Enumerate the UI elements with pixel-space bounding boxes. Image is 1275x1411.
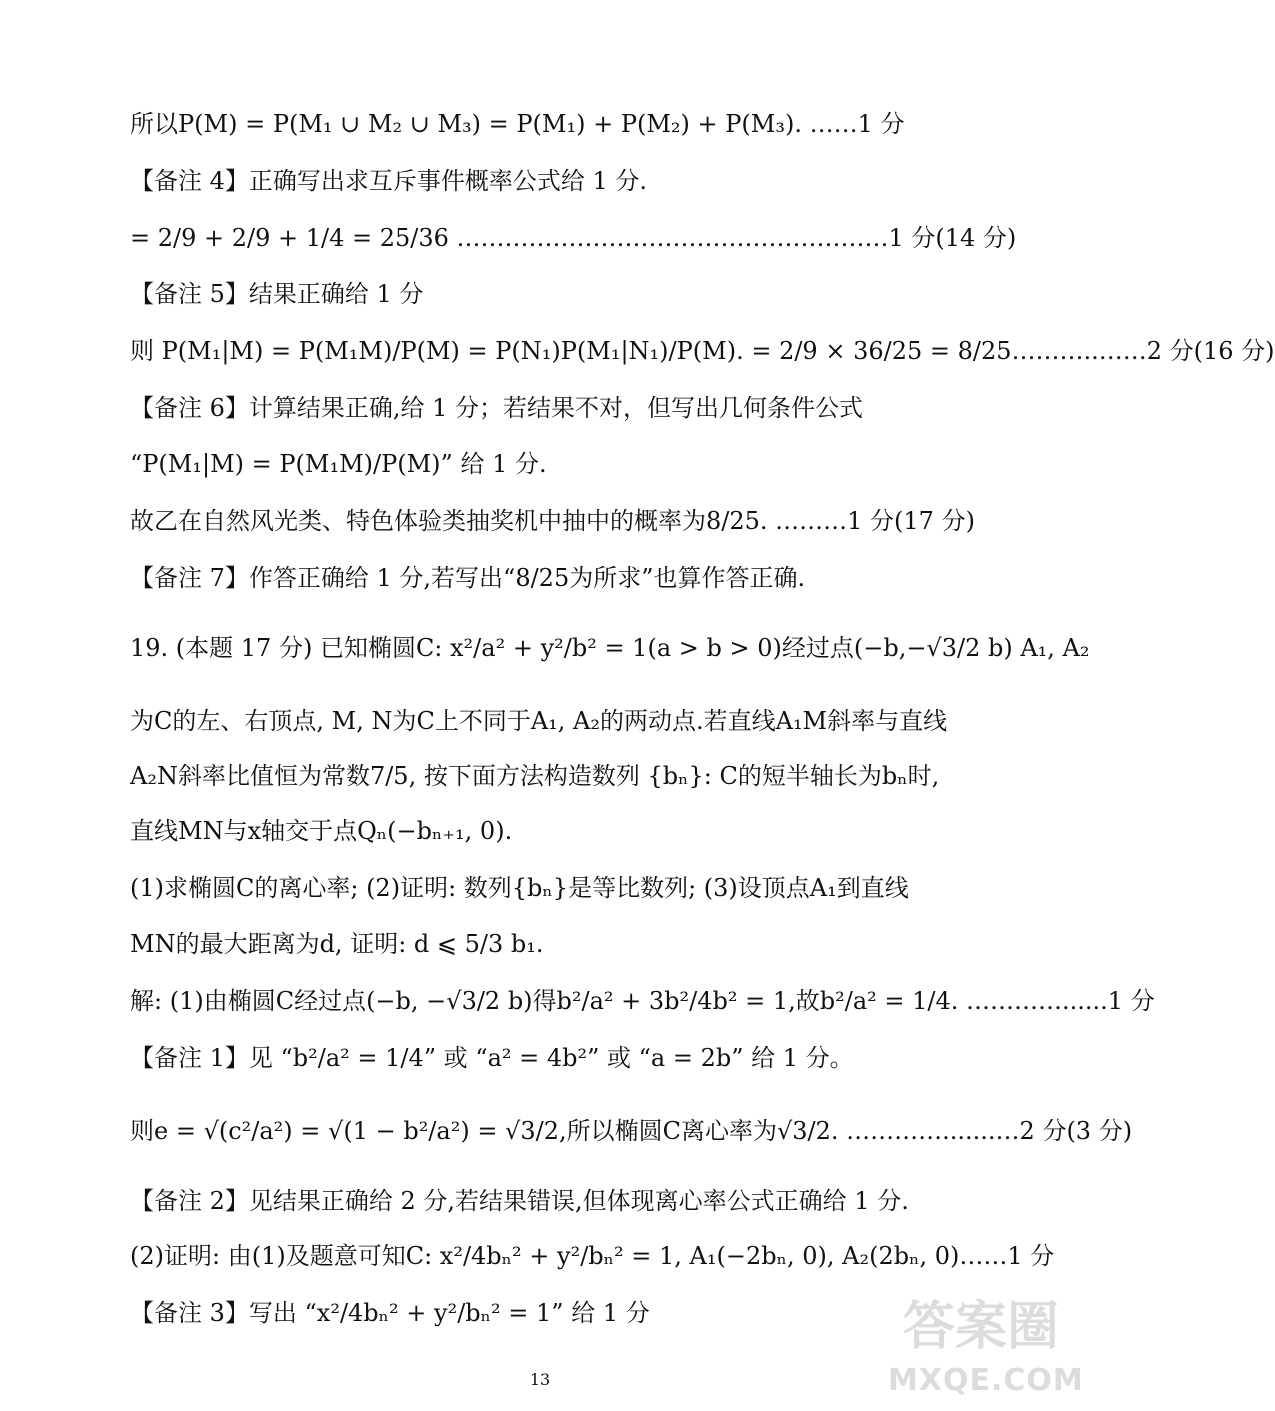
note-1: 【备注 1】见 “b²/a² = 1/4” 或 “a² = 4b²” 或 “a = 2b” 给 1 分。	[130, 1044, 854, 1072]
page-number: 13	[529, 1370, 551, 1389]
note-6: 【备注 6】计算结果正确,给 1 分；若结果不对，但写出几何条件公式	[130, 394, 864, 422]
problem-19-line-5: (1)求椭圆C的离心率; (2)证明: 数列{bₙ}是等比数列; (3)设顶点A₁到直线	[130, 874, 909, 902]
problem-19-line-1: 19. (本题 17 分) 已知椭圆C: x²/a² + y²/b² = 1(a > b > 0)经过点(−b,−√3/2 b) A₁, A₂	[130, 634, 1090, 662]
note-5: 【备注 5】结果正确给 1 分	[130, 280, 424, 308]
text-line-7: “P(M₁|M) = P(M₁M)/P(M)” 给 1 分.	[130, 450, 547, 478]
text-line-1: 所以P(M) = P(M₁ ∪ M₂ ∪ M₃) = P(M₁) + P(M₂) + P(M₃). ……1 分	[130, 110, 905, 138]
solution-line-1: 解: (1)由椭圆C经过点(−b, −√3/2 b)得b²/a² + 3b²/4b² = 1,故b²/a² = 1/4. …………......1 分	[130, 987, 1155, 1015]
note-7: 【备注 7】作答正确给 1 分,若写出“8/25为所求”也算作答正确.	[130, 564, 806, 592]
watermark-logo-text: 答案圈	[902, 1297, 1059, 1357]
text-line-5: 则 P(M₁|M) = P(M₁M)/P(M) = P(N₁)P(M₁|N₁)/P(M). = 2/9 × 36/25 = 8/25………..……2 分(16 分)	[130, 337, 1275, 365]
problem-19-line-4: 直线MN与x轴交于点Qₙ(−bₙ₊₁, 0).	[130, 817, 513, 845]
solution-line-3: (2)证明: 由(1)及题意可知C: x²/4bₙ² + y²/bₙ² = 1, A₁(−2bₙ, 0), A₂(2bₙ, 0)……1 分	[130, 1242, 1055, 1270]
watermark-logo	[888, 1295, 1084, 1407]
problem-19-line-2: 为C的左、右顶点, M, N为C上不同于A₁, A₂的两动点.若直线A₁M斜率与直线	[130, 707, 948, 735]
text-line-3: = 2/9 + 2/9 + 1/4 = 25/36 ………………………………………………1 分(14 分)	[130, 224, 1017, 252]
note-2: 【备注 2】见结果正确给 2 分,若结果错误,但体现离心率公式正确给 1 分.	[130, 1187, 909, 1215]
problem-19-line-6: MN的最大距离为d, 证明: d ⩽ 5/3 b₁.	[130, 930, 544, 958]
problem-19-line-3: A₂N斜率比值恒为常数7/5, 按下面方法构造数列 {bₙ}: C的短半轴长为bₙ时,	[130, 762, 940, 790]
note-3: 【备注 3】写出 “x²/4bₙ² + y²/bₙ² = 1” 给 1 分	[130, 1299, 650, 1327]
solution-line-2: 则e = √(c²/a²) = √(1 − b²/a²) = √3/2,所以椭圆C离心率为√3/2. ………….......…2 分(3 分)	[130, 1117, 1133, 1145]
watermark-site-text: MXQE.COM	[888, 1363, 1084, 1398]
text-line-8: 故乙在自然风光类、特色体验类抽奖机中抽中的概率为8/25. ………1 分(17 分)	[130, 507, 975, 535]
note-4: 【备注 4】正确写出求互斥事件概率公式给 1 分.	[130, 167, 648, 195]
